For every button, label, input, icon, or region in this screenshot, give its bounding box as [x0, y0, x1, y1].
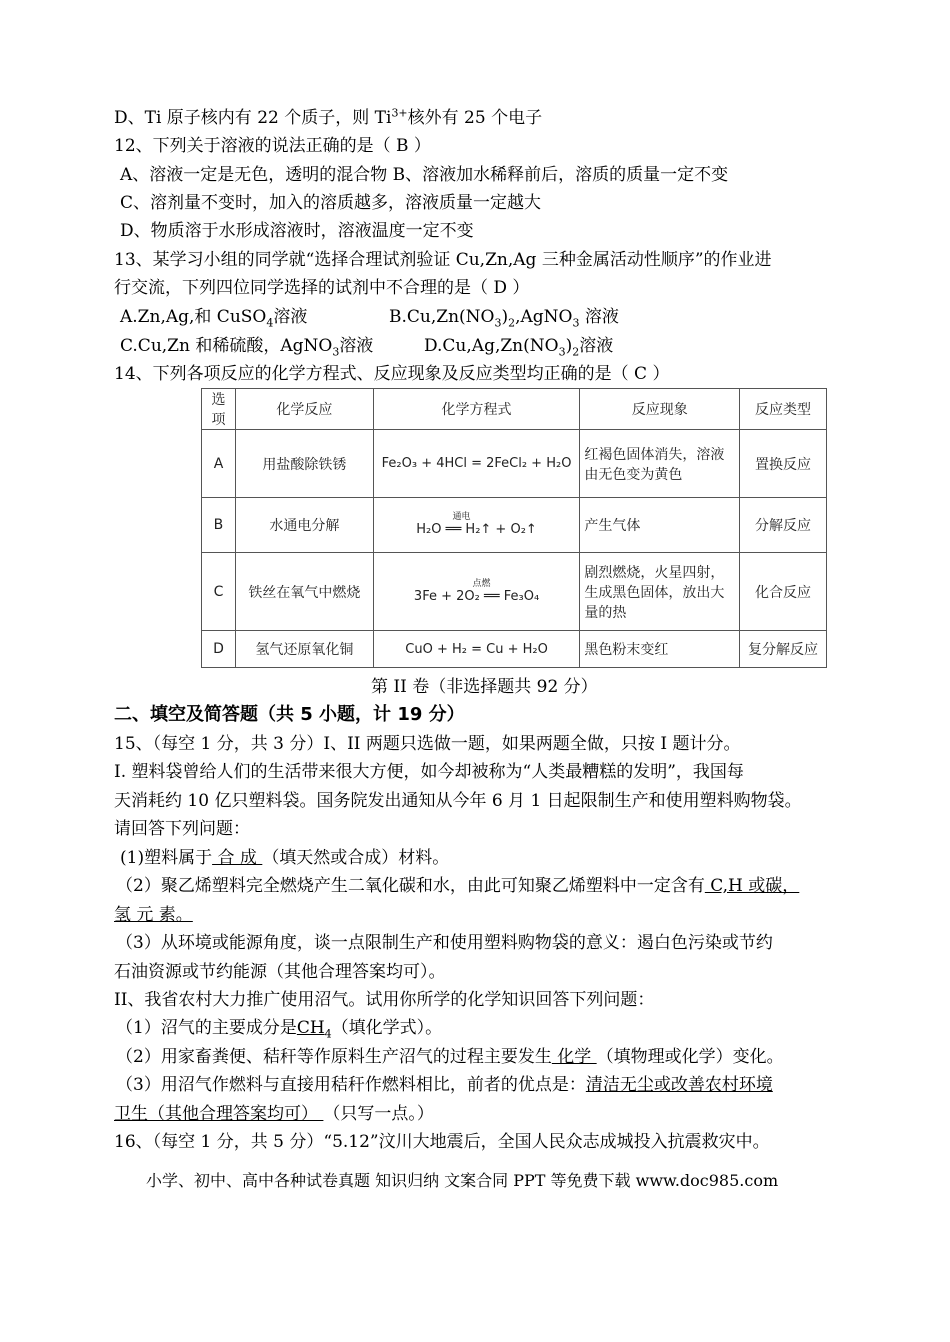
q15-i-line3: 请回答下列问题：	[114, 819, 250, 839]
q15-ii-part3: （3）用沼气作燃料与直接用秸秆作燃料相比，前者的优点是：清洁无尘或改善农村环境	[116, 1075, 773, 1095]
q14-stem: 14、下列各项反应的化学方程式、反应现象及反应类型均正确的是（ C ）	[114, 364, 670, 384]
equation-text: 3Fe + 2O₂ ══ Fe₃O₄	[413, 588, 540, 604]
header-option: 选项	[202, 389, 236, 430]
row-equation: Fe₂O₃ + 4HCl = 2FeCl₂ + H₂O	[373, 430, 580, 498]
q15-i-part3-line1: （3）从环境或能源角度，谈一点限制生产和使用塑料购物袋的意义：遏白色污染或节约	[116, 933, 773, 953]
q11-option-d: D、Ti 原子核内有 22 个质子，则 $Ti^{3+}$核外有 25 个电子	[114, 106, 543, 128]
table-row	[202, 498, 827, 553]
row-equation: CuO + H₂ = Cu + H₂O	[373, 631, 580, 668]
equation-text: H₂O ══ H₂↑ + O₂↑	[416, 522, 537, 537]
header-equation: 化学方程式	[373, 389, 580, 430]
row-phenomenon: 黑色粉末变红	[580, 631, 740, 668]
reaction-condition: 通电	[452, 512, 471, 522]
answer-blank: 卫生（其他合理答案均可）	[114, 1104, 324, 1124]
row-reaction: 铁丝在氧气中燃烧	[235, 553, 373, 631]
q15-ii-part1: （1）沼气的主要成分是$CH_4$（填化学式）。	[116, 1018, 443, 1041]
answer-blank: 清洁无尘或改善农村环境	[585, 1075, 773, 1095]
header-type: 反应类型	[740, 389, 827, 430]
header-phenomenon: 反应现象	[580, 389, 740, 430]
table-header-row	[202, 389, 827, 430]
q12-options-ab: A、溶液一定是无色，透明的混合物 B、溶液加水稀释前后，溶质的质量一定不变	[120, 165, 729, 185]
answer-blank: $CH_4$	[296, 1018, 332, 1041]
row-type: 置换反应	[740, 430, 827, 498]
q12-option-d: D、物质溶于水形成溶液时，溶液温度一定不变	[120, 221, 474, 241]
reaction-condition: 点燃	[472, 578, 491, 589]
row-phenomenon: 产生气体	[580, 498, 740, 553]
q12-stem: 12、下列关于溶液的说法正确的是（ B ）	[114, 136, 431, 156]
answer-blank: C,H 或碳，	[704, 876, 800, 896]
answer-blank: 氢 元 素。	[114, 905, 193, 925]
table-row	[202, 553, 827, 631]
q15-i-part2-cont	[114, 903, 193, 927]
q13-option-a: A.Zn,Ag,和 CuSO$_4$溶液	[120, 307, 308, 330]
q15-i-line1: I. 塑料袋曾给人们的生活带来很大方便，如今却被称为“人类最糟糕的发明”，我国每	[114, 762, 744, 782]
q13-stem-line2: 行交流，下列四位同学选择的试剂中不合理的是（ D ）	[114, 278, 530, 298]
q13-option-d: $D.Cu,Ag,Zn(NO_3)_2$溶液	[424, 336, 614, 359]
q15-ii-part3-cont: 卫生（其他合理答案均可） （只写一点。）	[114, 1104, 434, 1124]
table-row	[202, 631, 827, 668]
row-equation	[373, 553, 580, 631]
row-reaction: 水通电分解	[235, 498, 373, 553]
part2-title: 第 II 卷（非选择题共 92 分）	[371, 677, 598, 697]
row-equation	[373, 498, 580, 553]
answer-blank: 合 成	[212, 848, 263, 868]
row-option: D	[202, 631, 236, 668]
q13-option-c: C.Cu,Zn 和稀硫酸，AgNO$_3$溶液	[120, 336, 374, 359]
table-row	[202, 430, 827, 498]
q15-stem: 15、（每空 1 分，共 3 分）I、II 两题只选做一题，如果两题全做，只按 I 题计分。	[114, 734, 741, 754]
row-phenomenon: 红褐色固体消失，溶液由无色变为黄色	[580, 430, 740, 498]
row-phenomenon: 剧烈燃烧，火星四射，生成黑色固体，放出大量的热	[580, 553, 740, 631]
row-type: 复分解反应	[740, 631, 827, 668]
row-type: 化合反应	[740, 553, 827, 631]
q15-i-part3-line2: 石油资源或节约能源（其他合理答案均可）。	[114, 962, 446, 982]
q16-stem: 16、（每空 1 分，共 5 分）“5.12”汶川大地震后，全国人民众志成城投入抗震救灾中。	[114, 1132, 770, 1152]
row-option: B	[202, 498, 236, 553]
row-option: C	[202, 553, 236, 631]
row-option: A	[202, 430, 236, 498]
q15-i-part1: (1)塑料属于 合 成 （填天然或合成）材料。	[120, 848, 450, 868]
q14-table	[201, 388, 827, 668]
answer-blank: 化学	[551, 1047, 597, 1067]
q15-ii-stem: II、我省农村大力推广使用沼气。试用你所学的化学知识回答下列问题：	[114, 990, 655, 1010]
header-reaction: 化学反应	[235, 389, 373, 430]
section2-heading: 二、填空及简答题（共 5 小题，计 19 分）	[114, 704, 465, 725]
q13-option-b: $B.Cu,Zn(NO_3)_2,AgNO_3$ 溶液	[389, 307, 619, 330]
q15-ii-part2: （2）用家畜粪便、秸秆等作原料生产沼气的过程主要发生 化学 （填物理或化学）变化。	[116, 1047, 784, 1067]
q12-option-c: C、溶剂量不变时，加入的溶质越多，溶液质量一定越大	[120, 193, 542, 213]
row-reaction: 氢气还原氧化铜	[235, 631, 373, 668]
row-type: 分解反应	[740, 498, 827, 553]
q15-i-line2: 天消耗约 10 亿只塑料袋。国务院发出通知从今年 6 月 1 日起限制生产和使用塑料购物袋。	[114, 791, 802, 811]
page-footer: 小学、初中、高中各种试卷真题 知识归纳 文案合同 PPT 等免费下载 www.doc985.com	[146, 1171, 779, 1190]
q15-i-part2: （2）聚乙烯塑料完全燃烧产生二氧化碳和水，由此可知聚乙烯塑料中一定含有 C,H 或碳，	[116, 876, 800, 896]
q13-stem-line1: 13、某学习小组的同学就“选择合理试剂验证 Cu,Zn,Ag 三种金属活动性顺序”的作业进	[114, 250, 772, 270]
row-reaction: 用盐酸除铁锈	[235, 430, 373, 498]
